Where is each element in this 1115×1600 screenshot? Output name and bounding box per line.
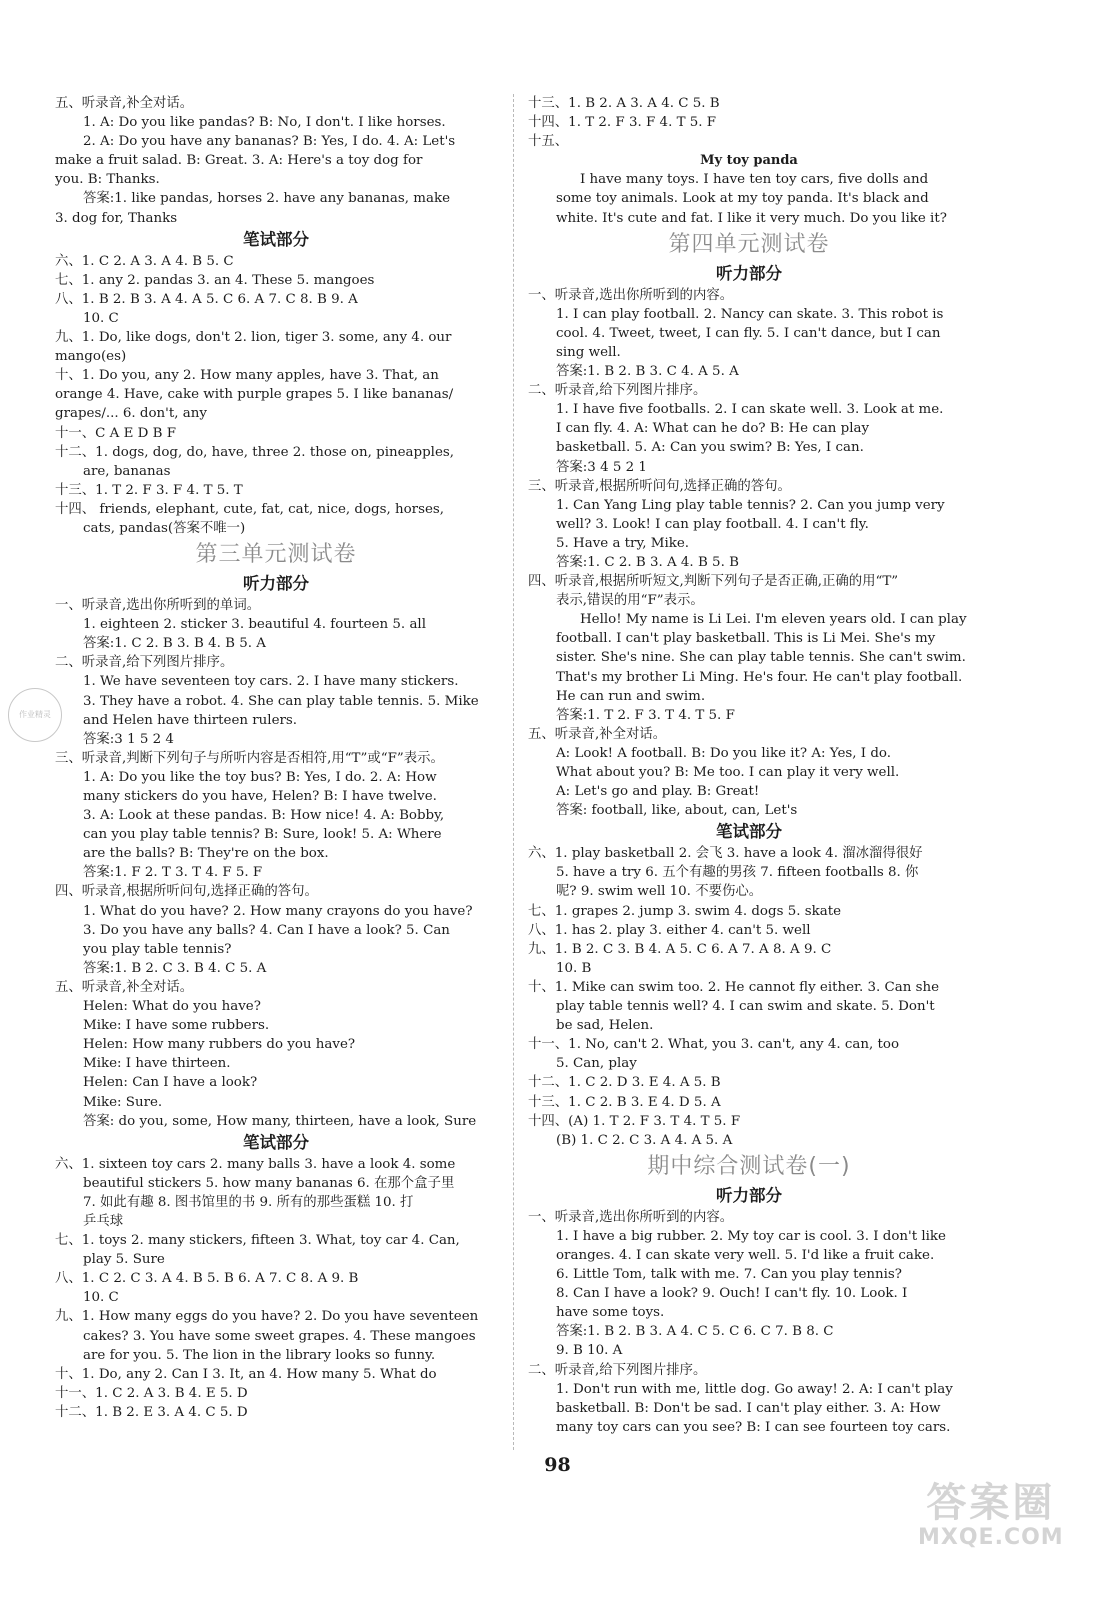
- answer-line: That's my brother Li Ming. He's four. He can't play football.: [556, 669, 963, 685]
- answer-line: 十、1. Mike can swim too. 2. He cannot fly either. 3. Can she: [528, 979, 940, 995]
- answer-line: sister. She's nine. She can play table tennis. She can't swim.: [556, 650, 966, 666]
- answer-line: 10. C: [83, 1290, 119, 1306]
- answer-line: 1. We have seventeen toy cars. 2. I have many stickers.: [83, 674, 459, 690]
- answer-line: 3. dog for, Thanks: [55, 210, 178, 226]
- answer-line: 八、1. C 2. C 3. A 4. B 5. B 6. A 7. C 8. A 9. B: [55, 1271, 359, 1287]
- answer-line: mango(es): [55, 349, 127, 365]
- answer-line: 8. Can I have a look? 9. Ouch! I can't fly. 10. Look. I: [556, 1286, 908, 1302]
- answer-line: 六、1. sixteen toy cars 2. many balls 3. have a look 4. some: [55, 1156, 456, 1172]
- left-column: [55, 94, 497, 1422]
- answer-line: many toy cars can you see? B: I can see fourteen toy cars.: [556, 1419, 951, 1435]
- answer-line: 5. Have a try, Mike.: [556, 535, 690, 551]
- answer-line: are the balls? B: They're on the box.: [83, 846, 329, 862]
- site-watermark: [918, 1480, 1064, 1550]
- answer-line: 答案:1. B 2. B 3. A 4. C 5. C 6. C 7. B 8. C: [556, 1324, 834, 1340]
- answer-line: 十四、 friends, elephant, cute, fat, cat, nice, dogs, horses,: [55, 501, 445, 517]
- answer-line: 八、1. has 2. play 3. either 4. can't 5. well: [528, 922, 811, 938]
- answer-line: are, bananas: [83, 463, 171, 479]
- answer-line: A: Let's go and play. B: Great!: [556, 784, 760, 800]
- column-divider: [513, 94, 514, 1450]
- section-title: 第四单元测试卷: [668, 231, 830, 257]
- answer-line: cats, pandas(答案不唯一): [83, 520, 246, 536]
- watermark-url: MXQE.COM: [918, 1525, 1064, 1550]
- answer-line: 十一、1. C 2. A 3. B 4. E 5. D: [55, 1385, 248, 1401]
- answer-line: 六、1. C 2. A 3. A 4. B 5. C: [55, 253, 234, 269]
- answer-line: 十四、1. T 2. F 3. F 4. T 5. F: [528, 115, 717, 131]
- answer-line: Helen: Can I have a look?: [83, 1075, 258, 1091]
- part-heading: 听力部分: [716, 263, 782, 283]
- answer-line: 3. A: Look at these pandas. B: How nice! 4. A: Bobby,: [83, 808, 445, 824]
- answer-line: 答案:3 1 5 2 4: [83, 731, 174, 747]
- answer-line: well? 3. Look! I can play football. 4. I can't fly.: [556, 516, 869, 532]
- page-number: 98: [544, 1454, 571, 1476]
- answer-line: 1. eighteen 2. sticker 3. beautiful 4. fourteen 5. all: [83, 617, 426, 633]
- answer-line: I have many toys. I have ten toy cars, five dolls and: [580, 172, 929, 188]
- part-heading: 听力部分: [243, 574, 309, 594]
- answer-line: white. It's cute and fat. I like it very much. Do you like it?: [556, 210, 947, 226]
- answer-line: 答案:3 4 5 2 1: [556, 459, 647, 475]
- answer-line: 答案:1. B 2. C 3. B 4. C 5. A: [83, 960, 267, 976]
- answer-line: cakes? 3. You have some sweet grapes. 4. These mangoes: [83, 1328, 476, 1344]
- answer-line: Mike: Sure.: [83, 1094, 163, 1110]
- answer-line: 十一、C A E D B F: [55, 425, 177, 441]
- answer-line: some toy animals. Look at my toy panda. It's black and: [556, 191, 929, 207]
- answer-line: He can run and swim.: [556, 688, 706, 704]
- answer-line: 三、听录音,判断下列句子与所听内容是否相符,用“T”或“F”表示。: [55, 750, 444, 766]
- answer-line: 五、听录音,补全对话。: [55, 979, 194, 995]
- answer-line: 5. Can, play: [556, 1056, 637, 1072]
- answer-line: basketball. B: Don't be sad. I can't play either. 3. A: How: [556, 1400, 941, 1416]
- part-heading: 听力部分: [716, 1185, 782, 1205]
- answer-line: 答案:1. C 2. B 3. A 4. B 5. B: [556, 554, 739, 570]
- answer-line: 九、1. B 2. C 3. B 4. A 5. C 6. A 7. A 8. A 9. C: [528, 941, 832, 957]
- answer-line: 3. They have a robot. 4. She can play table tennis. 5. Mike: [83, 693, 479, 709]
- answer-line: can you play table tennis? B: Sure, look! 5. A: Where: [83, 827, 442, 843]
- answer-line: 1. Can Yang Ling play table tennis? 2. Can you jump very: [556, 497, 945, 513]
- answer-line: sing well.: [556, 344, 621, 360]
- answer-line: you play table tennis?: [83, 941, 232, 957]
- answer-line: 答案:1. like pandas, horses 2. have any bananas, make: [83, 191, 451, 207]
- essay-title: My toy panda: [700, 153, 798, 169]
- answer-line: Mike: I have thirteen.: [83, 1056, 231, 1072]
- answer-line: 三、听录音,根据所听问句,选择正确的答句。: [528, 478, 791, 494]
- stamp-watermark: 作业精灵: [8, 688, 62, 742]
- answer-line: 四、听录音,根据所听短文,判断下列句子是否正确,正确的用“T”: [528, 574, 899, 590]
- watermark-logo-text: 答案圈: [926, 1480, 1056, 1526]
- answer-line: 十二、1. dogs, dog, do, have, three 2. those on, pineapples,: [55, 444, 454, 460]
- answer-line: 十二、1. C 2. D 3. E 4. A 5. B: [528, 1075, 721, 1091]
- part-heading: 笔试部分: [243, 229, 309, 249]
- answer-line: make a fruit salad. B: Great. 3. A: Here's a toy dog for: [55, 153, 423, 169]
- answer-line: 答案:1. B 2. B 3. C 4. A 5. A: [556, 364, 739, 380]
- answer-line: 十、1. Do you, any 2. How many apples, have 3. That, an: [55, 368, 439, 384]
- answer-line: 表示,错误的用“F”表示。: [556, 593, 704, 609]
- answer-line: 答案: do you, some, How many, thirteen, have a look, Sure: [83, 1113, 477, 1129]
- answer-line: you. B: Thanks.: [55, 172, 160, 188]
- answer-line: I can fly. 4. A: What can he do? B: He can play: [556, 421, 870, 437]
- answer-line: A: Look! A football. B: Do you like it? A: Yes, I do.: [556, 745, 891, 761]
- answer-line: Helen: How many rubbers do you have?: [83, 1037, 356, 1053]
- answer-line: 四、听录音,根据所听问句,选择正确的答句。: [55, 884, 318, 900]
- answer-line: Helen: What do you have?: [83, 999, 261, 1015]
- answer-line: 2. A: Do you have any bananas? B: Yes, I do. 4. A: Let's: [83, 134, 456, 150]
- answer-line: 5. have a try 6. 五个有趣的男孩 7. fifteen footballs 8. 你: [556, 865, 919, 881]
- answer-line: 一、听录音,选出你所听到的单词。: [55, 598, 261, 614]
- part-heading: 笔试部分: [716, 822, 782, 842]
- answer-line: 二、听录音,给下列图片排序。: [55, 655, 234, 671]
- answer-line: 七、1. grapes 2. jump 3. swim 4. dogs 5. skate: [528, 903, 842, 919]
- answer-line: 呢? 9. swim well 10. 不要伤心。: [556, 884, 763, 900]
- answer-line: grapes/... 6. don't, any: [55, 406, 207, 422]
- answer-line: What about you? B: Me too. I can play it very well.: [556, 765, 900, 780]
- answer-line: 十三、1. T 2. F 3. F 4. T 5. T: [55, 482, 243, 498]
- answer-line: play table tennis well? 4. I can swim and skate. 5. Don't: [556, 999, 935, 1015]
- answer-line: 1. I have a big rubber. 2. My toy car is cool. 3. I don't like: [556, 1228, 946, 1244]
- answer-line: 五、听录音,补全对话。: [528, 726, 667, 742]
- answer-line: 八、1. B 2. B 3. A 4. A 5. C 6. A 7. C 8. B 9. A: [55, 291, 358, 307]
- answer-line: 3. Do you have any balls? 4. Can I have a look? 5. Can: [83, 922, 450, 938]
- answer-line: 9. B 10. A: [556, 1343, 623, 1359]
- answer-line: 乒乓球: [83, 1213, 124, 1229]
- answer-line: orange 4. Have, cake with purple grapes 5. I like bananas/: [55, 387, 454, 403]
- answer-line: 七、1. any 2. pandas 3. an 4. These 5. mangoes: [55, 272, 375, 288]
- answer-line: football. I can't play basketball. This is Li Mei. She's my: [556, 631, 936, 647]
- answer-line: 1. I can play football. 2. Nancy can skate. 3. This robot is: [556, 306, 944, 322]
- answer-line: 1. A: Do you like pandas? B: No, I don't. I like horses.: [83, 115, 446, 131]
- answer-line: 10. B: [556, 960, 592, 976]
- answer-line: beautiful stickers 5. how many bananas 6. 在那个盒子里: [83, 1175, 455, 1191]
- answer-line: play 5. Sure: [83, 1252, 165, 1268]
- answer-line: (B) 1. C 2. C 3. A 4. A 5. A: [556, 1132, 733, 1148]
- answer-line: 答案:1. F 2. T 3. T 4. F 5. F: [83, 865, 263, 881]
- answer-line: basketball. 5. A: Can you swim? B: Yes, I can.: [556, 440, 864, 456]
- answer-line: 1. Don't run with me, little dog. Go away! 2. A: I can't play: [556, 1381, 953, 1397]
- right-column: [528, 94, 970, 1437]
- answer-line: 一、听录音,选出你所听到的内容。: [528, 287, 734, 303]
- answer-line: 1. I have five footballs. 2. I can skate well. 3. Look at me.: [556, 402, 944, 418]
- section-title: 第三单元测试卷: [195, 542, 357, 568]
- answer-line: 7. 如此有趣 8. 图书馆里的书 9. 所有的那些蛋糕 10. 打: [83, 1194, 414, 1210]
- answer-line: 五、听录音,补全对话。: [55, 96, 194, 111]
- section-title: 期中综合测试卷(一): [647, 1153, 851, 1179]
- answer-line: 十二、1. B 2. E 3. A 4. C 5. D: [55, 1404, 248, 1420]
- answer-line: 答案:1. T 2. F 3. T 4. T 5. F: [556, 707, 735, 723]
- answer-line: are for you. 5. The lion in the library looks so funny.: [83, 1347, 436, 1363]
- answer-line: 九、1. Do, like dogs, don't 2. lion, tiger 3. some, any 4. our: [55, 330, 452, 346]
- answer-line: 二、听录音,给下列图片排序。: [528, 1362, 707, 1378]
- answer-line: be sad, Helen.: [556, 1018, 654, 1034]
- answer-line: 1. A: Do you like the toy bus? B: Yes, I do. 2. A: How: [83, 769, 437, 785]
- answer-line: oranges. 4. I can skate very well. 5. I'd like a fruit cake.: [556, 1247, 935, 1263]
- answer-line: Hello! My name is Li Lei. I'm eleven years old. I can play: [580, 612, 967, 628]
- answer-line: 答案: football, like, about, can, Let's: [556, 803, 798, 819]
- answer-line: 七、1. toys 2. many stickers, fifteen 3. What, toy car 4. Can,: [55, 1233, 460, 1249]
- answer-line: 1. What do you have? 2. How many crayons do you have?: [83, 903, 473, 919]
- answer-line: 10. C: [83, 310, 119, 326]
- answer-line: 九、1. How many eggs do you have? 2. Do you have seventeen: [55, 1309, 479, 1325]
- answer-line: 十三、1. B 2. A 3. A 4. C 5. B: [528, 96, 720, 111]
- answer-line: 一、听录音,选出你所听到的内容。: [528, 1209, 734, 1225]
- answer-line: 6. Little Tom, talk with me. 7. Can you play tennis?: [556, 1267, 902, 1283]
- answer-line: have some toys.: [556, 1305, 665, 1321]
- answer-line: 十五、: [528, 134, 569, 150]
- answer-line: 十、1. Do, any 2. Can I 3. It, an 4. How many 5. What do: [55, 1366, 437, 1382]
- answer-line: 二、听录音,给下列图片排序。: [528, 383, 707, 399]
- answer-line: Mike: I have some rubbers.: [83, 1018, 270, 1034]
- answer-line: 十一、1. No, can't 2. What, you 3. can't, any 4. can, too: [528, 1037, 900, 1053]
- answer-line: cool. 4. Tweet, tweet, I can fly. 5. I can't dance, but I can: [556, 325, 941, 341]
- answer-line: 十三、1. C 2. B 3. E 4. D 5. A: [528, 1094, 721, 1110]
- answer-line: 十四、(A) 1. T 2. F 3. T 4. T 5. F: [528, 1113, 741, 1129]
- answer-line: 答案:1. C 2. B 3. B 4. B 5. A: [83, 636, 266, 652]
- answer-line: 六、1. play basketball 2. 会飞 3. have a look 4. 溜冰溜得很好: [528, 846, 923, 862]
- answer-line: and Helen have thirteen rulers.: [83, 712, 298, 728]
- answer-line: many stickers do you have, Helen? B: I have twelve.: [83, 789, 437, 804]
- part-heading: 笔试部分: [243, 1132, 309, 1152]
